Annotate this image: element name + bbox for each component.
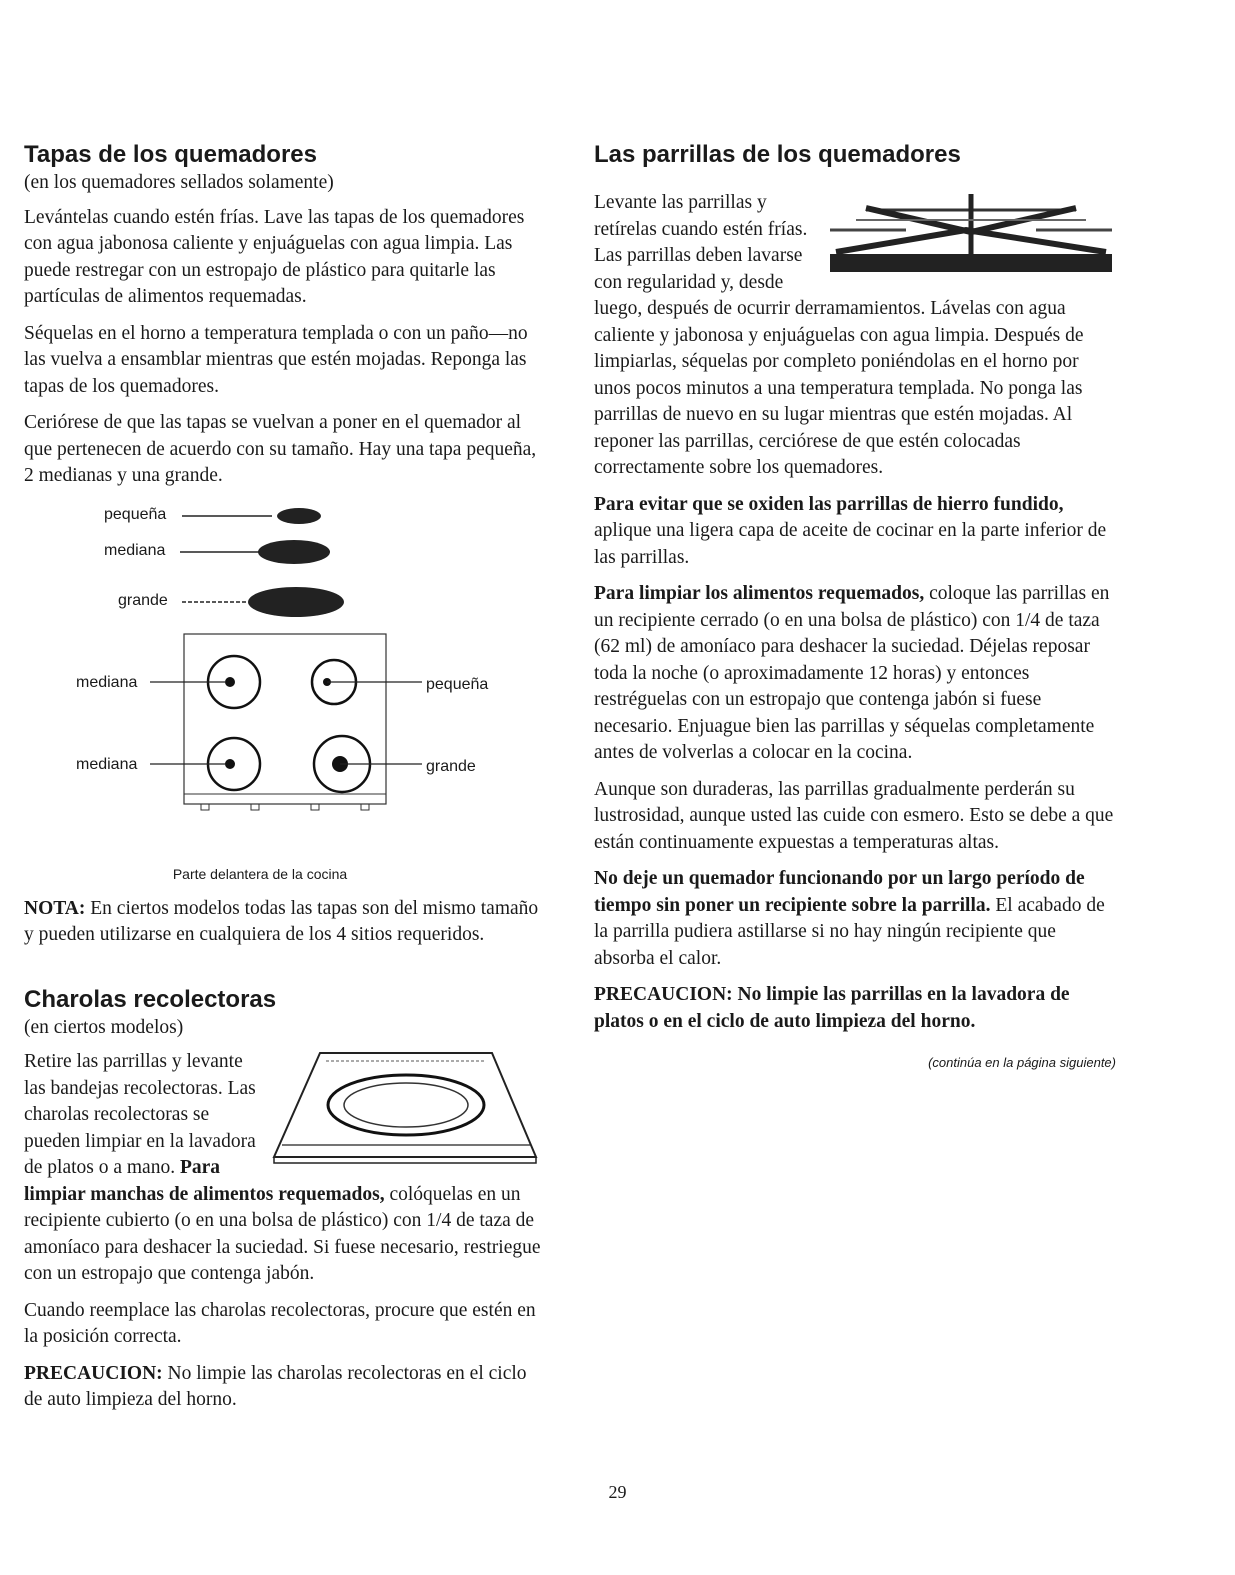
burner-caps-subtitle: (en los quemadores sellados solamente) [24, 172, 334, 193]
grates-paragraph-4: Aunque son duraderas, las parrillas gradualmente perderán su lustrosidad, aunque usted las cuide con esmero. Esto se debe a que están continuamente expuestas a temperaturas altas. [594, 778, 1114, 853]
cap-medium-label: mediana [104, 541, 166, 559]
drip-caution-label: PRECAUCION: [24, 1362, 163, 1384]
drip-pans-bold: Para limpiar manchas de alimentos requemados, [24, 1157, 385, 1205]
burner-caps-heading: Tapas de los quemadores [24, 141, 317, 168]
drip-pan-illustration [268, 1049, 544, 1167]
grates-caution-text: PRECAUCION: No limpie las parrillas en la lavadora de platos o en el ciclo de auto limpieza del horno. [594, 984, 1070, 1032]
cooktop-layout-diagram [24, 632, 544, 862]
grates-bold-3: Para limpiar los alimentos requemados, [594, 583, 925, 604]
grates-text-2: aplique una ligera capa de aceite de cocinar en la parte inferior de las parrillas. [594, 520, 1107, 568]
left-column [24, 140, 544, 1424]
grates-heading: Las parrillas de los quemadores [594, 141, 961, 168]
cap-sizes-diagram [24, 500, 544, 632]
cap-small-label: pequeña [104, 505, 167, 523]
drip-pans-paragraph-1 [24, 1049, 544, 1288]
right-column [594, 140, 1116, 1070]
front-right-label: grande [426, 757, 476, 775]
grate-illustration [826, 190, 1116, 282]
grates-body [594, 190, 1116, 482]
drip-pans-subtitle: (en ciertos modelos) [24, 1016, 184, 1038]
grates-paragraph-1 [594, 190, 1116, 482]
drip-pans-caution [24, 1361, 544, 1414]
continued-note: (continúa en la página siguiente) [928, 1055, 1116, 1070]
drip-pans-heading: Charolas recolectoras [24, 985, 277, 1013]
drip-pans-text-b: colóquelas en un recipiente cubierto (o en una bolsa de plástico) con 1/4 de taza de amoníaco para deshacer la suciedad. Si fuese necesario, restriegue con un estropajo que contenga jabón. [24, 1183, 541, 1284]
cap-sizes-illustration [24, 500, 364, 632]
back-left-label: mediana [76, 755, 138, 773]
page-number: 29 [608, 1482, 627, 1502]
grates-paragraph-5 [594, 866, 1116, 972]
burner-caps-paragraph-1: Levántelas cuando estén frías. Lave las tapas de los quemadores con agua jabonosa caliente y enjuáguelas con agua limpia. Las puede restregar con un estropajo de plástico para quitarle las partículas de alimentos requemadas. [24, 206, 525, 307]
drip-pans-body [24, 1049, 544, 1288]
grates-paragraph-3 [594, 581, 1116, 767]
front-left-label: mediana [76, 673, 138, 691]
drip-caution-text: No limpie las charolas recolectoras en el ciclo de auto limpieza del horno. [24, 1362, 527, 1410]
note-text: En ciertos modelos todas las tapas son del mismo tamaño y pueden utilizarse en cualquiera de los 4 sitios requeridos. [24, 897, 539, 945]
drip-pans-paragraph-2: Cuando reemplace las charolas recolectoras, procure que estén en la posición correcta. [24, 1299, 536, 1347]
grates-caution [594, 982, 1116, 1035]
back-right-label: pequeña [426, 675, 489, 693]
cap-large-label: grande [118, 591, 168, 609]
grates-text-3: coloque las parrillas en un recipiente cerrado (o en una bolsa de plástico) con 1/4 de taza (62 ml) de amoníaco para deshacer la suciedad. Déjelas reposar toda la noche (o aproximadamente 12 horas) y entonces restréguelas con un estropajo que contenga jabón si fuese necesario. Enjuague bien las parrillas y séquelas completamente antes de volverlas a colocar en la cocina. [594, 583, 1110, 763]
burner-caps-paragraph-3: Ceriórese de que las tapas se vuelvan a poner en el quemador al que pertenecen de acuerdo con su tamaño. Hay una tapa pequeña, 2 medianas y una grande. [24, 412, 537, 486]
drip-pans-text-a: Retire las parrillas y levante las bandejas recolectoras. Las charolas recolectoras se pueden limpiar en la lavadora de platos o a mano. [24, 1051, 256, 1178]
note-label: NOTA: [24, 897, 86, 919]
grates-bold-5: No deje un quemador funcionando por un largo período de tiempo sin poner un recipiente sobre la parrilla. [594, 868, 1085, 916]
drip-pans-section [24, 985, 544, 1414]
grates-bold-2: Para evitar que se oxiden las parrillas de hierro fundido, [594, 493, 1064, 515]
cooktop-caption: Parte delantera de la cocina [172, 865, 348, 882]
grates-text-5: El acabado de la parrilla pudiera astillarse si no hay ningún recipiente que absorba el calor. [594, 894, 1105, 969]
cooktop-illustration [24, 632, 544, 862]
grates-paragraph-2 [594, 492, 1116, 572]
burner-caps-section [24, 140, 544, 949]
note-paragraph [24, 896, 544, 949]
burner-caps-paragraph-2: Séquelas en el horno a temperatura templada o con un paño—no las vuelva a ensamblar mientras que estén mojadas. Reponga las tapas de los quemadores. [24, 322, 528, 397]
grates-text-1: Levante las parrillas y retírelas cuando estén frías. Las parrillas deben lavarse con regularidad y, desde luego, después de ocurrir derramamientos. Lávelas con agua caliente y jabonosa y enjuáguelas con agua limpia. Después de limpiarlas, séquelas por completo poniéndolas en el horno por unos pocos minutos a una temperatura templada. No ponga las parrillas de nuevo en su lugar mientras que estén mojadas. Al reponer las parrillas, cerciórese de que estén colocadas correctamente sobre los quemadores. [594, 192, 1084, 478]
